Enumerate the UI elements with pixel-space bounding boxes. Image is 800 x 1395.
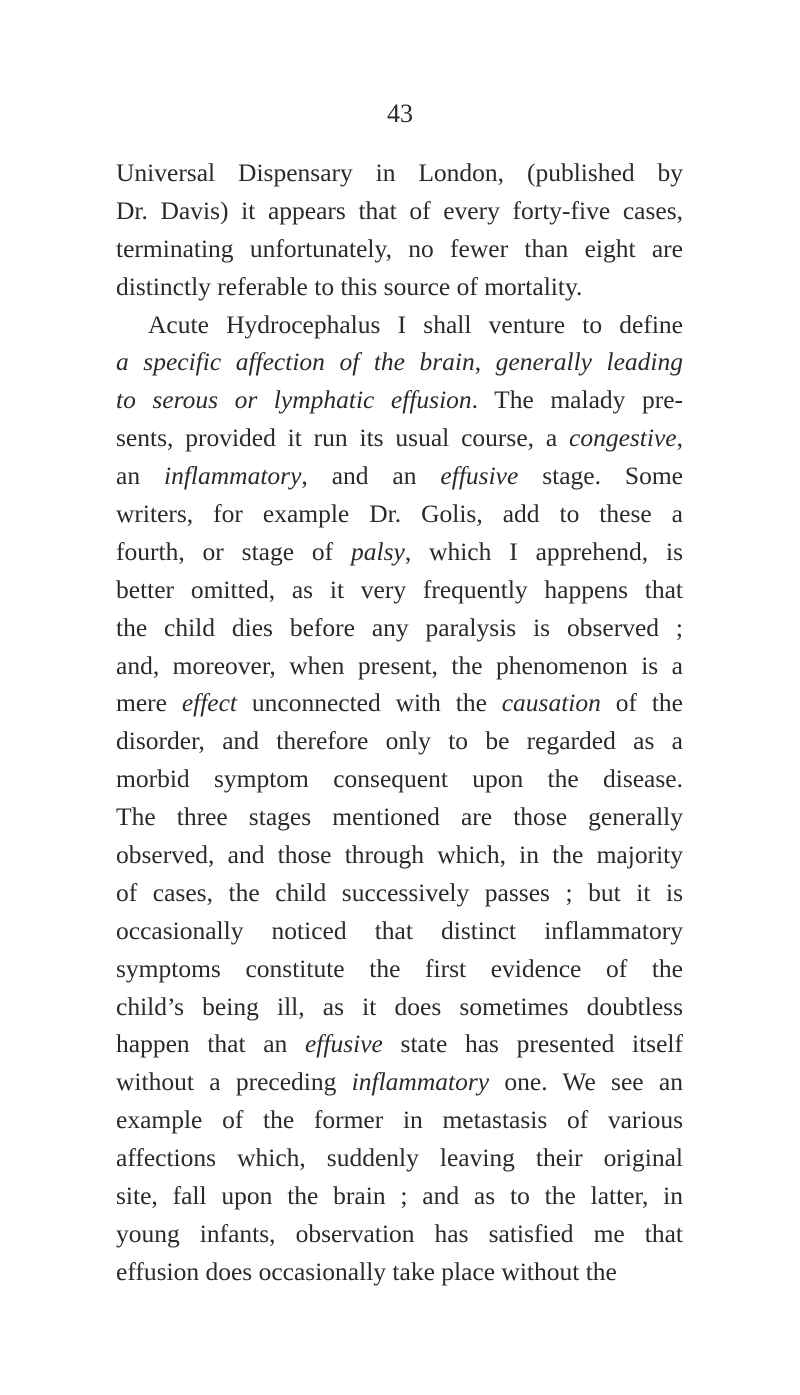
text-segment: example of the former in metastasis of various xyxy=(116,1105,683,1135)
text-line xyxy=(116,1215,683,1253)
text-line xyxy=(116,1253,683,1291)
text-line xyxy=(116,609,683,647)
text-segment: unconnected with the xyxy=(237,688,502,718)
text-segment: occasionally noticed that distinct inflammatory xyxy=(116,915,683,945)
text-segment: mere xyxy=(116,688,182,718)
text-segment: one. We see an xyxy=(489,1067,683,1097)
text-line xyxy=(116,1025,683,1063)
text-line xyxy=(116,533,683,571)
text-segment: , which I apprehend, is xyxy=(404,536,684,566)
text-segment: affections which, suddenly leaving their original xyxy=(116,1143,683,1173)
text-segment: without a preceding xyxy=(116,1067,352,1097)
text-line xyxy=(116,343,683,381)
text-segment: the child dies before any paralysis is observed ; xyxy=(116,612,683,642)
text-segment: state has presented itself xyxy=(382,1029,683,1059)
italic-phrase: generally leading xyxy=(495,347,683,377)
text-segment: Universal Dispensary in London, (published by xyxy=(116,158,683,187)
text-line xyxy=(116,912,683,950)
text-line xyxy=(116,457,683,495)
italic-phrase: causation xyxy=(501,688,601,718)
text-line xyxy=(116,571,683,609)
text-segment: fourth, or stage of xyxy=(116,536,351,566)
text-line xyxy=(116,268,683,306)
text-line xyxy=(116,874,683,912)
body-text xyxy=(116,154,683,1291)
text-segment: site, fall upon the brain ; and as to the latter, in xyxy=(116,1181,683,1211)
text-segment: young infants, observation has satisfied me that xyxy=(116,1218,683,1248)
text-segment: , and an xyxy=(301,461,441,491)
text-segment: disorder, and therefore only to be regarded as a xyxy=(116,726,683,756)
text-line xyxy=(116,1139,683,1177)
text-line xyxy=(116,1101,683,1139)
text-line xyxy=(116,722,683,760)
page-number: 43 xyxy=(387,99,413,128)
italic-phrase: effusive xyxy=(440,461,519,491)
italic-phrase: effusive xyxy=(304,1029,383,1059)
text-segment: , xyxy=(676,423,683,453)
text-line xyxy=(116,647,683,685)
text-line xyxy=(116,495,683,533)
text-segment: happen that an xyxy=(116,1029,305,1059)
italic-phrase: palsy xyxy=(351,536,405,566)
text-segment: of the xyxy=(600,688,683,718)
text-segment: better omitted, as it very frequently happens that xyxy=(116,574,683,604)
text-segment: child’s being ill, as it does sometimes doubtless xyxy=(116,991,683,1021)
text-segment: distinctly referable to this source of mortality. xyxy=(116,271,583,301)
text-line xyxy=(116,798,683,836)
text-line xyxy=(116,950,683,988)
text-segment: writers, for example Dr. Golis, add to these a xyxy=(116,499,683,529)
italic-phrase: inflammatory xyxy=(163,461,302,491)
text-line xyxy=(116,684,683,722)
text-line xyxy=(116,154,683,192)
italic-phrase: a specific affection of the brain xyxy=(116,347,475,377)
text-line xyxy=(116,1177,683,1215)
italic-phrase: inflammatory xyxy=(351,1067,490,1097)
text-segment: sents, provided it run its usual course, a xyxy=(116,423,569,453)
text-line xyxy=(116,381,683,419)
text-line xyxy=(116,306,683,344)
text-segment: Dr. Davis) it appears that of every forty-five cases, xyxy=(116,195,683,225)
text-segment: terminating unfortunately, no fewer than eight are xyxy=(116,233,683,263)
italic-phrase: effect xyxy=(181,688,238,718)
text-segment: observed, and those through which, in the majority xyxy=(116,840,683,870)
text-segment: an xyxy=(116,461,164,491)
text-segment: of cases, the child successively passes ; but it is xyxy=(116,877,683,907)
text-line xyxy=(116,988,683,1026)
text-line xyxy=(116,760,683,798)
text-line xyxy=(116,192,683,230)
italic-phrase: congestive xyxy=(569,423,677,453)
text-segment: and, moreover, when present, the phenomenon is a xyxy=(116,650,683,680)
text-segment: , xyxy=(474,347,496,377)
text-segment: effusion does occasionally take place without the xyxy=(116,1256,617,1286)
text-segment: morbid symptom consequent upon the disease. xyxy=(116,764,683,794)
text-line xyxy=(116,836,683,874)
italic-phrase: to serous or lymphatic effusion xyxy=(116,385,472,415)
text-segment: symptoms constitute the first evidence of the xyxy=(116,953,683,983)
text-segment: stage. Some xyxy=(518,461,683,491)
text-line xyxy=(116,419,683,457)
text-line xyxy=(116,1063,683,1101)
text-segment: Acute Hydrocephalus I shall venture to define xyxy=(148,309,683,339)
text-segment: . The malady pre- xyxy=(471,385,683,415)
text-segment: The three stages mentioned are those generally xyxy=(116,802,683,832)
text-line xyxy=(116,230,683,268)
